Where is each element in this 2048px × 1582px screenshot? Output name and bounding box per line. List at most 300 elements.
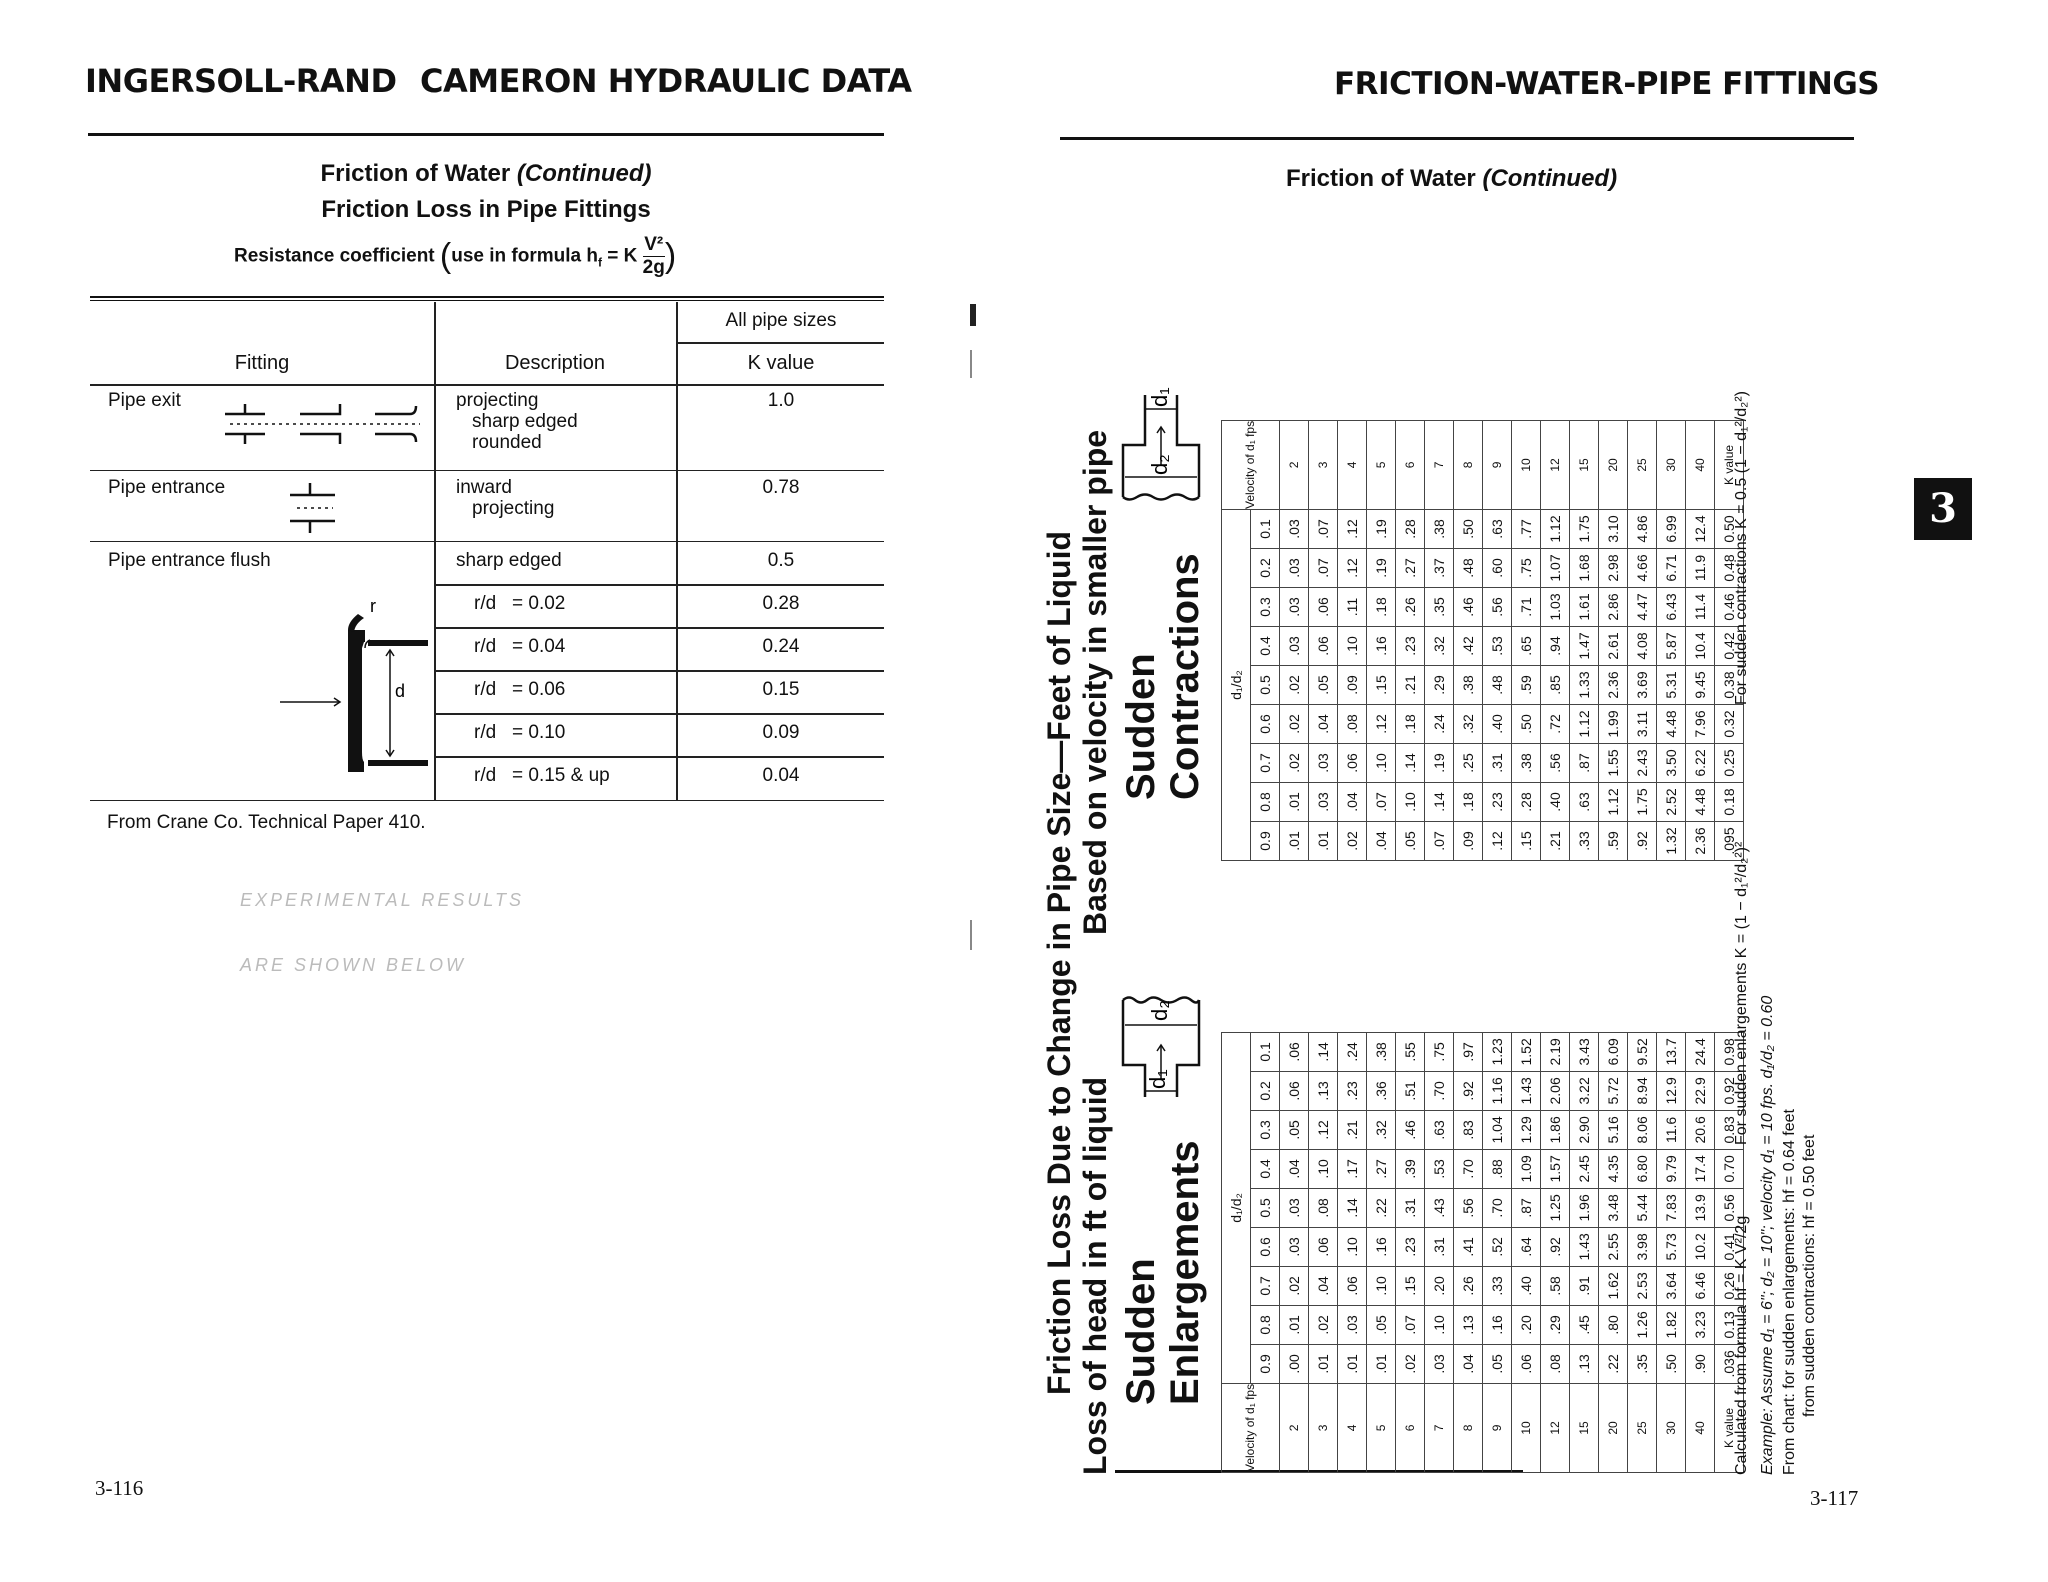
value-cell: 1.12 [1541, 510, 1570, 549]
value-cell: 1.03 [1541, 588, 1570, 627]
value-cell: .50 [1657, 1344, 1686, 1383]
value-cell: 3.50 [1657, 744, 1686, 783]
value-cell: 2.19 [1541, 1032, 1570, 1071]
velocity-cell: 5 [1367, 1383, 1396, 1472]
value-cell: .06 [1338, 1266, 1367, 1305]
value-cell: .85 [1541, 666, 1570, 705]
value-cell: 4.35 [1599, 1149, 1628, 1188]
value-cell: .06 [1309, 627, 1338, 666]
value-cell: .92 [1541, 1227, 1570, 1266]
value-cell: 0.42 [1715, 627, 1744, 666]
ratio-cell: 0.8 [1251, 783, 1280, 822]
value-cell: 20.6 [1686, 1110, 1715, 1149]
value-cell: .10 [1338, 1227, 1367, 1266]
fitting-pipe-entrance: Pipe entrance [108, 477, 226, 498]
ratio-cell: 0.7 [1251, 744, 1280, 783]
value-cell: .06 [1280, 1032, 1309, 1071]
value-cell: .64 [1512, 1227, 1541, 1266]
value-cell: .19 [1367, 549, 1396, 588]
enlargement-diagram-icon [1115, 985, 1205, 1105]
value-cell: 1.32 [1657, 822, 1686, 861]
velocity-cell: K value [1715, 420, 1744, 509]
rd-desc-3: r/d = 0.06 [474, 679, 566, 700]
ratio-cell: 0.3 [1251, 1110, 1280, 1149]
value-cell: 2.36 [1686, 822, 1715, 861]
value-cell: .13 [1309, 1071, 1338, 1110]
value-cell: .03 [1280, 549, 1309, 588]
fitting-pipe-entrance-flush: Pipe entrance flush [108, 550, 271, 571]
right-title-text: Friction of Water [1286, 165, 1476, 192]
ratio-cell: 0.1 [1251, 510, 1280, 549]
gutter-mark-3 [970, 920, 972, 950]
value-cell: 3.64 [1657, 1266, 1686, 1305]
value-cell: .56 [1483, 588, 1512, 627]
value-cell: .70 [1483, 1188, 1512, 1227]
rotated-title-1: Friction Loss Due to Change in Pipe Size—Feet of Liquid [1041, 530, 1077, 1395]
value-cell: 0.50 [1715, 510, 1744, 549]
value-cell: .16 [1483, 1305, 1512, 1344]
value-cell: .51 [1396, 1071, 1425, 1110]
note-enlargements-formula: For sudden enlargements K = (1 − d₁²/d₂²)² [1733, 841, 1750, 1145]
value-cell: .72 [1541, 705, 1570, 744]
value-cell: 7.96 [1686, 705, 1715, 744]
value-cell: .08 [1338, 705, 1367, 744]
value-cell: .32 [1425, 627, 1454, 666]
value-cell: .09 [1454, 822, 1483, 861]
value-cell: .39 [1396, 1149, 1425, 1188]
value-cell: .53 [1483, 627, 1512, 666]
value-cell: .42 [1454, 627, 1483, 666]
header-all-pipe-sizes: All pipe sizes [725, 310, 837, 331]
value-cell: 22.9 [1686, 1071, 1715, 1110]
value-cell: 4.47 [1628, 588, 1657, 627]
value-cell: .60 [1483, 549, 1512, 588]
header-k-value: K value [747, 352, 815, 374]
value-cell: .23 [1483, 783, 1512, 822]
value-cell: .06 [1280, 1071, 1309, 1110]
value-cell: .80 [1599, 1305, 1628, 1344]
desc-sharp-edged-flush: sharp edged [456, 550, 562, 571]
value-cell: 0.98 [1715, 1032, 1744, 1071]
value-cell: 1.47 [1570, 627, 1599, 666]
value-cell: 1.75 [1570, 510, 1599, 549]
value-cell: .095 [1715, 822, 1744, 861]
value-cell: 4.86 [1628, 510, 1657, 549]
velocity-header: Velocity of d₁ fps [1222, 1383, 1280, 1472]
value-cell: .07 [1309, 510, 1338, 549]
value-cell: .12 [1483, 822, 1512, 861]
value-cell: 0.70 [1715, 1149, 1744, 1188]
value-cell: .03 [1338, 1305, 1367, 1344]
value-cell: .58 [1541, 1266, 1570, 1305]
value-cell: .04 [1454, 1344, 1483, 1383]
enlargements-title [1119, 1140, 1207, 1405]
desc-projecting-entrance: projecting [472, 498, 555, 519]
velocity-cell: 9 [1483, 420, 1512, 509]
value-cell: .38 [1367, 1032, 1396, 1071]
value-cell: .50 [1454, 510, 1483, 549]
value-cell: .31 [1483, 744, 1512, 783]
formula-label: use in formula h [451, 245, 598, 267]
value-cell: .08 [1309, 1188, 1338, 1227]
enlargements-table-wrap [1221, 1032, 1744, 1473]
value-cell: 2.86 [1599, 588, 1628, 627]
table-row [1628, 1032, 1657, 1472]
rd-k-5: 0.04 [762, 765, 800, 786]
velocity-cell: 40 [1686, 1383, 1715, 1472]
formula-subscript: f [598, 255, 602, 270]
table-row [1367, 1032, 1396, 1472]
value-cell: .29 [1425, 666, 1454, 705]
k-sharp-edged-flush: 0.5 [767, 550, 795, 571]
value-cell: .87 [1570, 744, 1599, 783]
header-description: Description [504, 352, 606, 374]
value-cell: .06 [1338, 744, 1367, 783]
velocity-cell: 8 [1454, 420, 1483, 509]
value-cell: .56 [1541, 744, 1570, 783]
value-cell: .43 [1425, 1188, 1454, 1227]
note-chart-contractions: from sudden contractions: hf = 0.50 feet [1801, 1134, 1818, 1417]
value-cell: .75 [1512, 549, 1541, 588]
value-cell: .00 [1280, 1344, 1309, 1383]
row-pipe-exit [90, 386, 884, 471]
value-cell: .91 [1570, 1266, 1599, 1305]
value-cell: 2.06 [1541, 1071, 1570, 1110]
pipe-exit-icon [220, 394, 430, 454]
desc-pipe-entrance [456, 477, 554, 519]
desc-sharp-edged: sharp edged [472, 411, 578, 432]
value-cell: .13 [1570, 1344, 1599, 1383]
left-title-italic: (Continued) [516, 160, 652, 187]
value-cell: .10 [1425, 1305, 1454, 1344]
value-cell: 10.2 [1686, 1227, 1715, 1266]
velocity-cell: 9 [1483, 1383, 1512, 1472]
contractions-title-1: Sudden [1119, 653, 1163, 800]
value-cell: 5.87 [1657, 627, 1686, 666]
value-cell: .02 [1280, 705, 1309, 744]
velocity-cell: 25 [1628, 1383, 1657, 1472]
value-cell: .15 [1396, 1266, 1425, 1305]
value-cell: .28 [1396, 510, 1425, 549]
velocity-cell: 5 [1367, 420, 1396, 509]
table-row [1425, 1032, 1454, 1472]
contractions-title [1119, 553, 1207, 800]
value-cell: .18 [1396, 705, 1425, 744]
table-row [1512, 420, 1541, 860]
value-cell: .24 [1425, 705, 1454, 744]
value-cell: .20 [1425, 1266, 1454, 1305]
ratio-header: d₁/d₂ [1222, 1032, 1251, 1383]
value-cell: .35 [1628, 1344, 1657, 1383]
value-cell: 0.18 [1715, 783, 1744, 822]
table-row [1280, 420, 1309, 860]
velocity-cell: 6 [1396, 420, 1425, 509]
book-title: CAMERON HYDRAULIC DATA [420, 62, 912, 100]
value-cell: .23 [1396, 627, 1425, 666]
value-cell: .32 [1454, 705, 1483, 744]
value-cell: .27 [1367, 1149, 1396, 1188]
value-cell: .36 [1367, 1071, 1396, 1110]
value-cell: .50 [1512, 705, 1541, 744]
right-header-rule [1060, 137, 1854, 140]
value-cell: 1.29 [1512, 1110, 1541, 1149]
value-cell: .46 [1396, 1110, 1425, 1149]
velocity-cell: 15 [1570, 1383, 1599, 1472]
enlargements-table [1221, 1032, 1744, 1473]
value-cell: .03 [1280, 510, 1309, 549]
value-cell: .21 [1396, 666, 1425, 705]
gutter-mark-2 [970, 350, 972, 378]
table-row [1570, 1032, 1599, 1472]
rd-k-4: 0.09 [762, 722, 800, 743]
right-header: FRICTION-WATER-PIPE FITTINGS [1334, 66, 1880, 102]
source-note: From Crane Co. Technical Paper 410. [107, 812, 426, 833]
left-page-number: 3-116 [95, 1476, 144, 1500]
value-cell: 3.11 [1628, 705, 1657, 744]
value-cell: 0.56 [1715, 1188, 1744, 1227]
k-pipe-entrance: 0.78 [762, 477, 800, 498]
value-cell: 2.55 [1599, 1227, 1628, 1266]
ratio-cell: 0.4 [1251, 627, 1280, 666]
ratio-cell: 0.5 [1251, 666, 1280, 705]
value-cell: 2.98 [1599, 549, 1628, 588]
value-cell: 0.25 [1715, 744, 1744, 783]
table-row [1628, 420, 1657, 860]
value-cell: 4.66 [1628, 549, 1657, 588]
velocity-cell: 30 [1657, 1383, 1686, 1472]
table-row [1599, 420, 1628, 860]
value-cell: .77 [1512, 510, 1541, 549]
value-cell: .06 [1309, 588, 1338, 627]
desc-projecting: projecting [456, 390, 539, 411]
value-cell: .02 [1280, 1266, 1309, 1305]
desc-pipe-exit [456, 390, 578, 453]
value-cell: .20 [1512, 1305, 1541, 1344]
table-row [1541, 420, 1570, 860]
chapter-tab: 3 [1914, 478, 1972, 540]
velocity-header: Velocity of d₁ fps [1222, 420, 1280, 509]
velocity-cell: 2 [1280, 420, 1309, 509]
value-cell: 1.61 [1570, 588, 1599, 627]
value-cell: .05 [1280, 1110, 1309, 1149]
velocity-cell: 40 [1686, 420, 1715, 509]
value-cell: .06 [1309, 1227, 1338, 1266]
value-cell: 1.82 [1657, 1305, 1686, 1344]
value-cell: 5.44 [1628, 1188, 1657, 1227]
value-cell: .10 [1367, 744, 1396, 783]
value-cell: 12.9 [1657, 1071, 1686, 1110]
value-cell: .06 [1512, 1344, 1541, 1383]
velocity-cell: K value [1715, 1383, 1744, 1472]
table-row [1657, 1032, 1686, 1472]
ratio-cell: 0.4 [1251, 1149, 1280, 1188]
header-rule [88, 133, 884, 136]
value-cell: .27 [1396, 549, 1425, 588]
rd-desc-2: r/d = 0.04 [474, 636, 566, 657]
enl-d2-label: d₂ [1147, 1000, 1172, 1021]
value-cell: .01 [1280, 783, 1309, 822]
value-cell: .71 [1512, 588, 1541, 627]
resistance-label: Resistance coefficient [234, 245, 435, 267]
contractions-table [1221, 420, 1744, 861]
table-row [1309, 1032, 1338, 1472]
value-cell: 0.38 [1715, 666, 1744, 705]
value-cell: 1.07 [1541, 549, 1570, 588]
velocity-cell: 12 [1541, 420, 1570, 509]
faded-handwriting-2: ARE SHOWN BELOW [240, 955, 467, 975]
value-cell: 4.08 [1628, 627, 1657, 666]
value-cell: .12 [1338, 510, 1367, 549]
table-row [1657, 420, 1686, 860]
value-cell: 6.71 [1657, 549, 1686, 588]
velocity-cell: 4 [1338, 420, 1367, 509]
value-cell: .03 [1280, 1227, 1309, 1266]
value-cell: .32 [1367, 1110, 1396, 1149]
value-cell: .26 [1454, 1266, 1483, 1305]
value-cell: .56 [1454, 1188, 1483, 1227]
gutter-mark [970, 304, 976, 326]
table-row [1338, 420, 1367, 860]
value-cell: .03 [1425, 1344, 1454, 1383]
left-title [88, 160, 884, 188]
value-cell: 0.32 [1715, 705, 1744, 744]
value-cell: .05 [1367, 1305, 1396, 1344]
value-cell: .03 [1280, 588, 1309, 627]
ratio-cell: 0.8 [1251, 1305, 1280, 1344]
value-cell: 8.06 [1628, 1110, 1657, 1149]
value-cell: 6.80 [1628, 1149, 1657, 1188]
value-cell: 1.09 [1512, 1149, 1541, 1188]
right-page-number: 3-117 [1810, 1486, 1859, 1510]
value-cell: .21 [1338, 1110, 1367, 1149]
value-cell: 0.92 [1715, 1071, 1744, 1110]
value-cell: .19 [1367, 510, 1396, 549]
left-subtitle: Friction Loss in Pipe Fittings [321, 196, 651, 223]
value-cell: 3.10 [1599, 510, 1628, 549]
resistance-formula: Resistance coefficient (use in formula $h_f = K$ $\frac{\text{V²}}{2g}$ ) [234, 234, 677, 278]
value-cell: .07 [1309, 549, 1338, 588]
value-cell: 8.94 [1628, 1071, 1657, 1110]
value-cell: .09 [1338, 666, 1367, 705]
value-cell: 4.48 [1657, 705, 1686, 744]
value-cell: .31 [1425, 1227, 1454, 1266]
value-cell: 9.45 [1686, 666, 1715, 705]
enl-d1-label: d₁ [1145, 1069, 1170, 1089]
table-row [1483, 1032, 1512, 1472]
value-cell: 6.22 [1686, 744, 1715, 783]
value-cell: 3.48 [1599, 1188, 1628, 1227]
value-cell: .04 [1338, 783, 1367, 822]
value-cell: .15 [1367, 666, 1396, 705]
value-cell: .92 [1454, 1071, 1483, 1110]
value-cell: .02 [1396, 1344, 1425, 1383]
value-cell: 2.43 [1628, 744, 1657, 783]
value-cell: 2.36 [1599, 666, 1628, 705]
table-row [1309, 420, 1338, 860]
value-cell: 4.48 [1686, 783, 1715, 822]
value-cell: .03 [1309, 744, 1338, 783]
value-cell: .03 [1280, 627, 1309, 666]
value-cell: .14 [1425, 783, 1454, 822]
value-cell: .22 [1367, 1188, 1396, 1227]
value-cell: 13.7 [1657, 1032, 1686, 1071]
value-cell: 7.83 [1657, 1188, 1686, 1227]
table-row [1396, 1032, 1425, 1472]
contraction-diagram-icon [1115, 385, 1205, 505]
rd-desc-1: r/d = 0.02 [474, 593, 566, 614]
table-row [1686, 420, 1715, 860]
ratio-cell: 0.5 [1251, 1188, 1280, 1227]
ratio-cell: 0.7 [1251, 1266, 1280, 1305]
table-row [1454, 1032, 1483, 1472]
value-cell: 1.75 [1628, 783, 1657, 822]
table-row [1338, 1032, 1367, 1472]
ratio-cell: 0.9 [1251, 822, 1280, 861]
value-cell: .18 [1454, 783, 1483, 822]
ratio-cell: 0.6 [1251, 705, 1280, 744]
value-cell: 3.23 [1686, 1305, 1715, 1344]
velocity-cell: 10 [1512, 1383, 1541, 1472]
value-cell: 1.23 [1483, 1032, 1512, 1071]
velocity-cell: 4 [1338, 1383, 1367, 1472]
value-cell: .29 [1541, 1305, 1570, 1344]
value-cell: 1.52 [1512, 1032, 1541, 1071]
value-cell: 1.25 [1541, 1188, 1570, 1227]
value-cell: 1.16 [1483, 1071, 1512, 1110]
value-cell: .01 [1338, 1344, 1367, 1383]
value-cell: 6.43 [1657, 588, 1686, 627]
value-cell: 3.22 [1570, 1071, 1599, 1110]
value-cell: .10 [1367, 1266, 1396, 1305]
diagram-d-label: d [395, 681, 406, 701]
diagram-r-label: r [370, 596, 376, 616]
table-top-rule-2 [90, 300, 884, 301]
velocity-cell: 15 [1570, 420, 1599, 509]
velocity-cell: 20 [1599, 420, 1628, 509]
value-cell: .02 [1280, 666, 1309, 705]
rd-k-1: 0.28 [762, 593, 800, 614]
value-cell: 11.9 [1686, 549, 1715, 588]
value-cell: 2.90 [1570, 1110, 1599, 1149]
value-cell: 1.26 [1628, 1305, 1657, 1344]
value-cell: .45 [1570, 1305, 1599, 1344]
value-cell: .19 [1425, 744, 1454, 783]
value-cell: .59 [1512, 666, 1541, 705]
value-cell: .04 [1309, 705, 1338, 744]
value-cell: .04 [1367, 822, 1396, 861]
value-cell: 13.9 [1686, 1188, 1715, 1227]
value-cell: 17.4 [1686, 1149, 1715, 1188]
value-cell: 3.69 [1628, 666, 1657, 705]
value-cell: .83 [1454, 1110, 1483, 1149]
value-cell: .15 [1512, 822, 1541, 861]
ratio-cell: 0.6 [1251, 1227, 1280, 1266]
velocity-cell: 20 [1599, 1383, 1628, 1472]
value-cell: 1.12 [1599, 783, 1628, 822]
value-cell: .28 [1512, 783, 1541, 822]
value-cell: .23 [1338, 1071, 1367, 1110]
table-row [1570, 420, 1599, 860]
value-cell: 1.62 [1599, 1266, 1628, 1305]
value-cell: .04 [1309, 1266, 1338, 1305]
velocity-cell: 7 [1425, 1383, 1454, 1472]
table-row [1454, 420, 1483, 860]
row-pipe-entrance [90, 471, 884, 542]
value-cell: 3.98 [1628, 1227, 1657, 1266]
value-cell: 12.4 [1686, 510, 1715, 549]
value-cell: 3.43 [1570, 1032, 1599, 1071]
value-cell: .75 [1425, 1032, 1454, 1071]
